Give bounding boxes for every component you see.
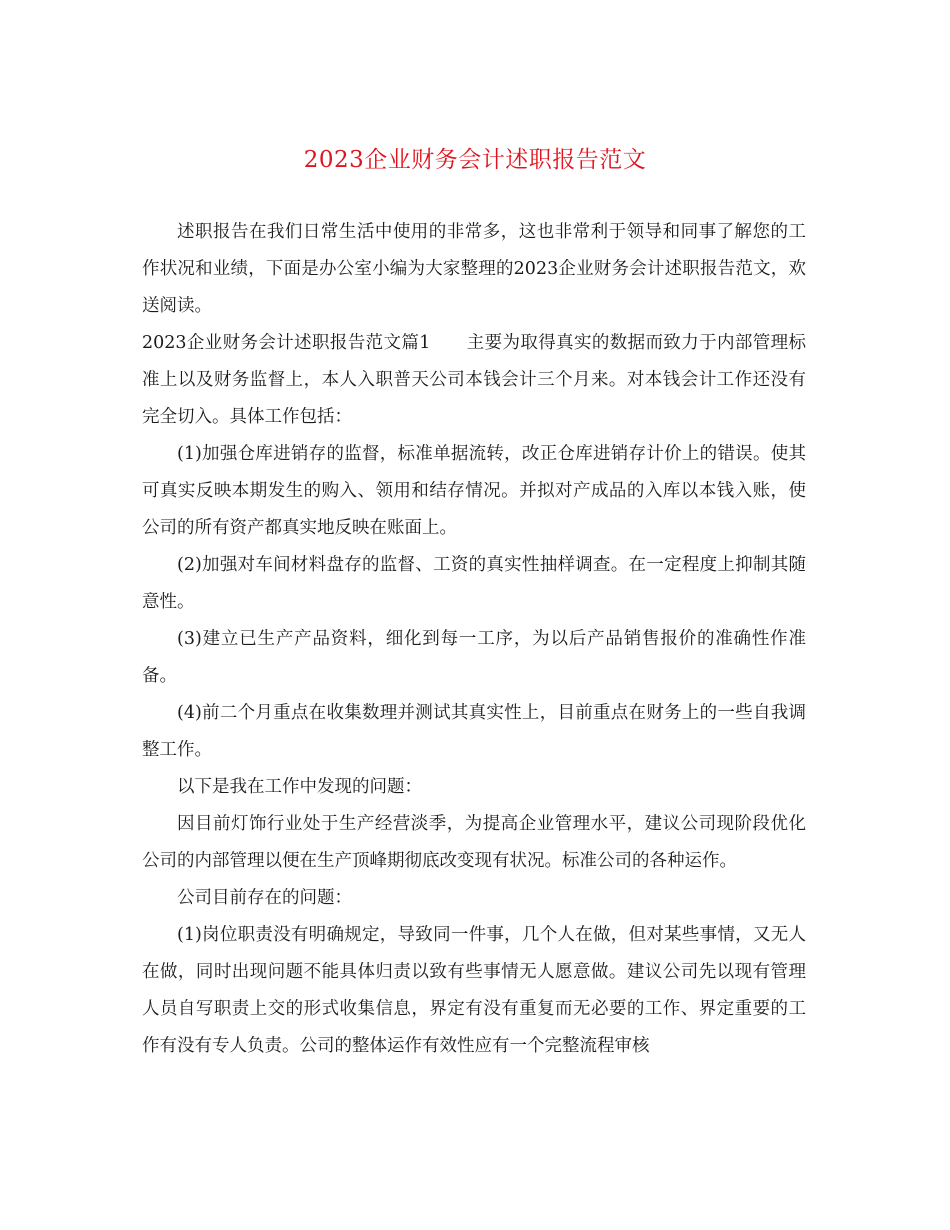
- problems-heading: 以下是我在工作中发现的问题：: [177, 777, 422, 797]
- intro-paragraph: 述职报告在我们日常生活中使用的非常多，这也非常利于领导和同事了解您的工作状况和业绩，下面是办公室小编为大家整理的2023企业财务会计述职报告范文，欢送阅读。: [142, 222, 806, 316]
- section-heading: 2023企业财务会计述职报告范文篇1: [142, 333, 431, 353]
- company-problems-heading: 公司目前存在的问题：: [177, 888, 352, 908]
- document-body: [142, 214, 806, 1065]
- section-paragraph: [142, 325, 806, 436]
- company-problem-item: (1)岗位职责没有明确规定，导致同一件事，几个人在做，但对某些事情，又无人在做，同时出现问题不能具体归责以致有些事情无人愿意做。建议公司先以现有管理人员自写职责上交的形式收集信息，界定有没有重复而无必要的工作、界定重要的工作有没有专人负责。公司的整体运作有效性应有一个完整流程审核: [142, 925, 806, 1056]
- list-item: (1)加强仓库进销存的监督，标准单据流转，改正仓库进销存计价上的错误。使其可真实反映本期发生的购入、领用和结存情况。并拟对产成品的入库以本钱入账，使公司的所有资产都真实地反映在账面上。: [142, 444, 806, 538]
- list-item: (2)加强对车间材料盘存的监督、工资的真实性抽样调查。在一定程度上抑制其随意性。: [142, 555, 806, 612]
- list-item: (4)前二个月重点在收集数理并测试其真实性上，目前重点在财务上的一些自我调整工作。: [142, 703, 806, 760]
- problems-paragraph: 因目前灯饰行业处于生产经营淡季，为提高企业管理水平，建议公司现阶段优化公司的内部管理以便在生产顶峰期彻底改变现有状况。标准公司的各种运作。: [142, 814, 806, 871]
- list-item: (3)建立已生产产品资料，细化到每一工序，为以后产品销售报价的准确性作准备。: [142, 629, 806, 686]
- section-lead: 主要为取得真实的数据而致力于内部管理标准上以及财务监督上，本人入职普天公司本钱会计三个月来。对本钱会计工作还没有完全切入。具体工作包括：: [142, 333, 807, 427]
- document-title: 2023企业财务会计述职报告范文: [303, 147, 647, 173]
